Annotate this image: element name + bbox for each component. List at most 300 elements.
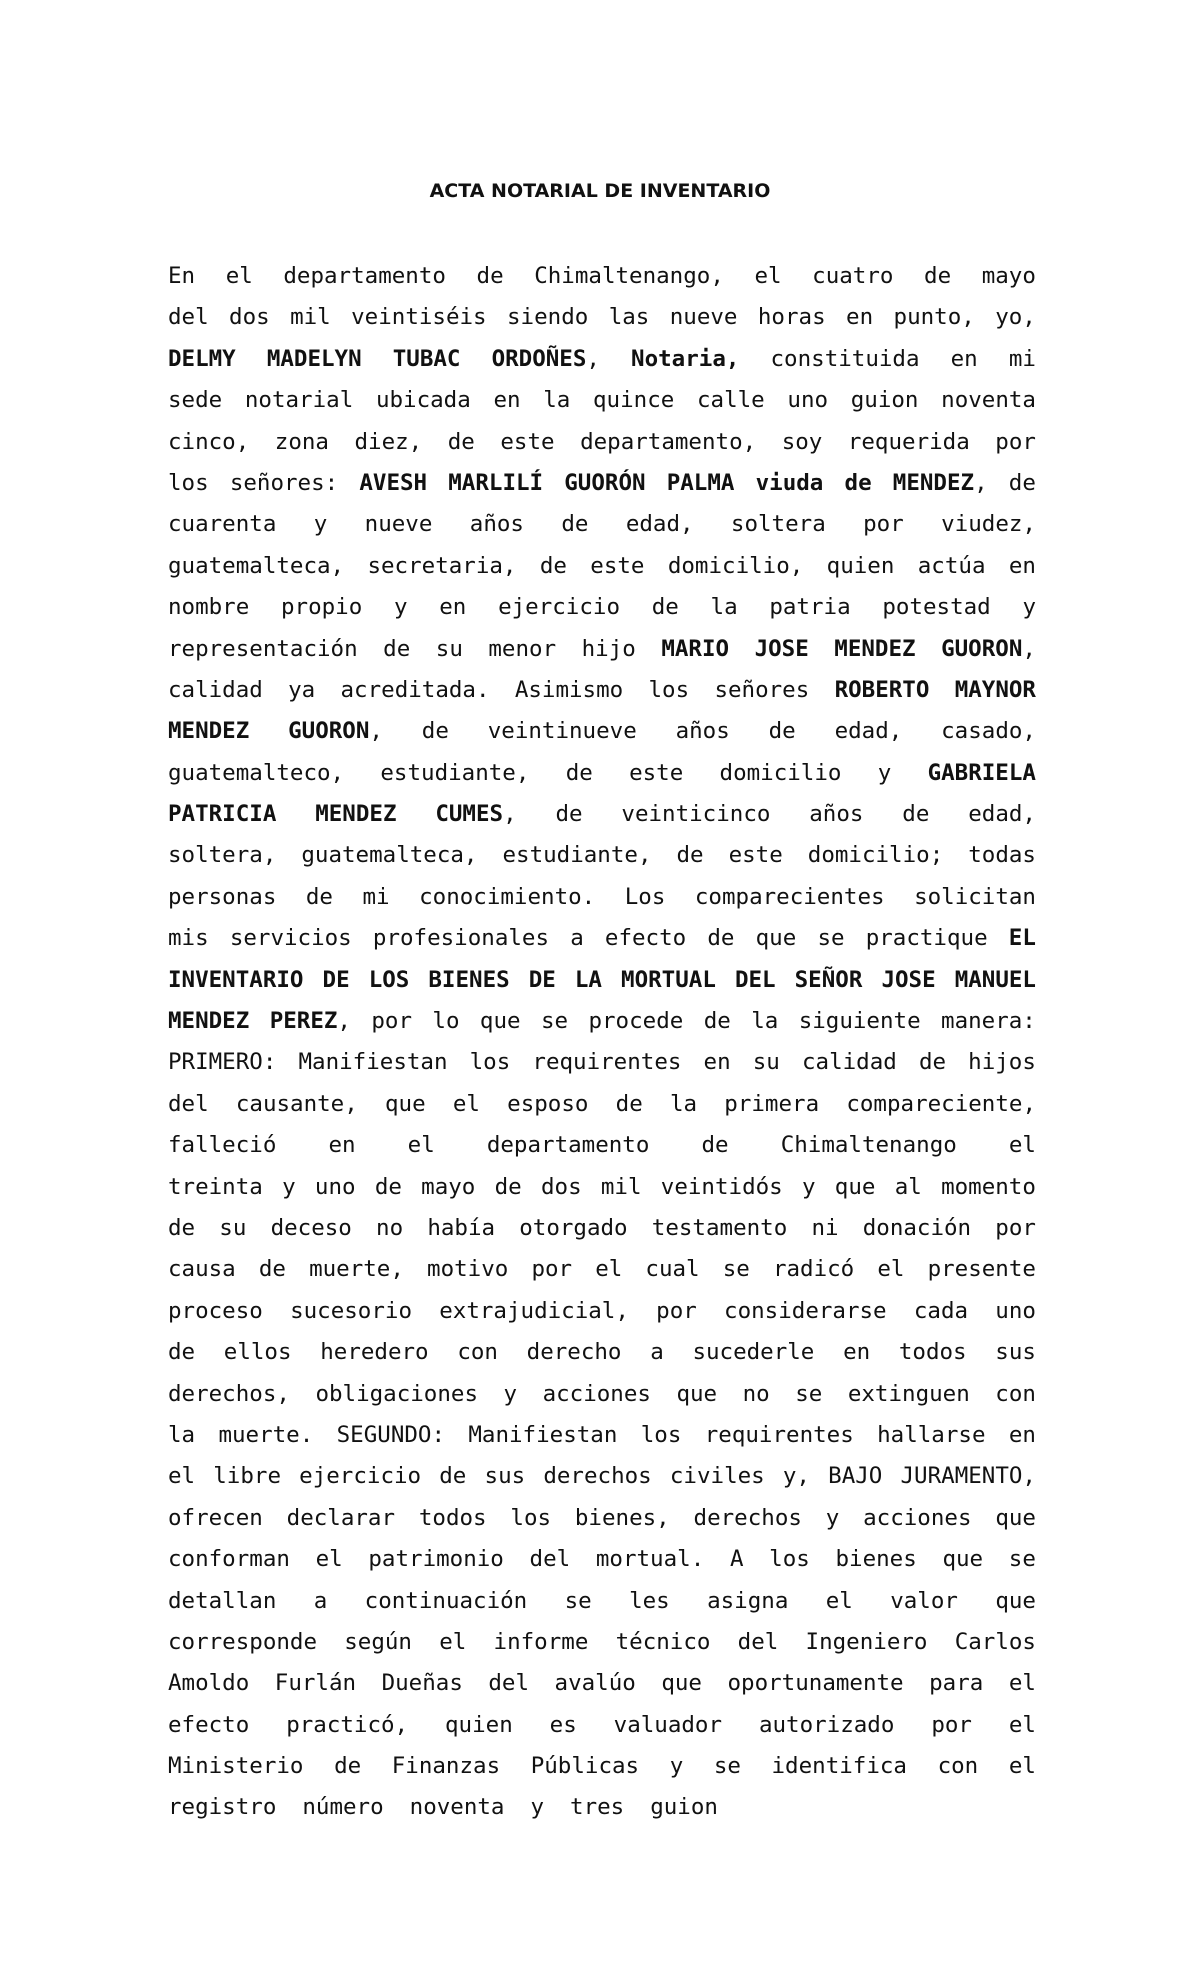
text-line <box>168 1001 1036 1042</box>
word-text: SEÑOR <box>794 966 863 993</box>
text-line <box>168 1167 1036 1208</box>
word-text: se <box>540 1008 569 1035</box>
word <box>707 918 734 959</box>
word-text: momento <box>941 1173 1036 1200</box>
word <box>676 1374 717 1415</box>
word-text: comparecientes <box>694 883 885 910</box>
word <box>694 1498 802 1539</box>
word-text: de <box>768 718 796 745</box>
word-text: del <box>737 1628 779 1655</box>
word <box>439 1291 629 1332</box>
word-text: , <box>974 469 988 496</box>
word-text: propio <box>281 594 363 621</box>
word <box>593 380 674 421</box>
word <box>306 877 333 918</box>
word-text: Públicas <box>530 1753 640 1780</box>
word <box>848 422 970 463</box>
word-text: heredero <box>320 1339 429 1366</box>
word <box>436 629 463 670</box>
word <box>894 297 975 338</box>
word-text: corresponde <box>168 1628 318 1655</box>
word <box>275 422 329 463</box>
word-text: el <box>225 263 253 289</box>
word <box>470 1042 511 1083</box>
word <box>714 670 809 711</box>
word-text: de <box>918 1049 947 1076</box>
word-text: se <box>564 1587 592 1614</box>
word <box>299 1456 421 1497</box>
word-text: no <box>376 1214 404 1241</box>
word <box>670 297 738 338</box>
word <box>817 918 844 959</box>
word-text: manera: <box>941 1008 1036 1035</box>
word-text: GUORON <box>941 635 1023 662</box>
word-text: veintidós <box>660 1173 783 1200</box>
word <box>1009 1415 1036 1456</box>
word <box>1009 463 1036 504</box>
word <box>609 297 650 338</box>
word <box>168 1622 317 1663</box>
word <box>751 1001 778 1042</box>
word <box>735 960 776 1001</box>
word <box>711 587 738 628</box>
word <box>493 380 520 421</box>
word <box>529 960 556 1001</box>
text-line <box>168 1539 1036 1580</box>
word-text: uno <box>314 1173 356 1200</box>
word-text: notarial <box>244 387 354 414</box>
word-text: DELMY <box>168 345 236 372</box>
text-line <box>168 380 1036 421</box>
word <box>795 960 863 1001</box>
word-text: cada <box>913 1297 969 1324</box>
word <box>595 1249 622 1290</box>
word-text: cuarenta <box>168 511 277 538</box>
word <box>863 504 904 545</box>
word <box>492 339 600 380</box>
word <box>168 1291 263 1332</box>
word <box>941 711 1036 752</box>
word-text: calidad <box>168 676 263 703</box>
word <box>168 794 276 835</box>
word-text: obligaciones <box>315 1380 478 1407</box>
word <box>826 1498 840 1539</box>
word-text: mortual. <box>595 1546 705 1573</box>
word-text: los <box>648 676 690 703</box>
word-text: BAJO <box>828 1463 883 1490</box>
word <box>650 1332 664 1373</box>
word <box>168 1456 195 1497</box>
word-text: constituida <box>770 345 920 372</box>
word-text: de <box>701 1132 729 1159</box>
word-text: TUBAC <box>392 345 461 372</box>
word <box>968 794 1036 835</box>
word-text: su <box>435 635 463 662</box>
word-text: no <box>742 1380 770 1407</box>
word-text: noventa <box>409 1794 505 1821</box>
word-text: este <box>728 842 783 869</box>
word <box>621 794 770 835</box>
word <box>477 256 504 297</box>
word-text: acreditada. <box>340 676 490 703</box>
text-line <box>168 546 1036 587</box>
word-text: hijo <box>581 635 636 662</box>
word-text: hijos <box>968 1049 1036 1076</box>
word-text: A <box>729 1546 744 1573</box>
word <box>309 1249 404 1290</box>
word-text: señores: <box>229 469 339 496</box>
word-text: primera <box>724 1090 820 1117</box>
word <box>344 1622 412 1663</box>
word <box>811 1208 838 1249</box>
word <box>168 463 209 504</box>
word-text: el <box>1008 1711 1036 1738</box>
word-text: continuación <box>364 1587 528 1614</box>
word <box>502 835 651 876</box>
word <box>827 546 895 587</box>
word <box>834 629 915 670</box>
word-text: MENDEZ <box>834 635 916 662</box>
word-text: , <box>586 345 600 372</box>
word-text: veinticinco <box>621 801 771 828</box>
word-text: el <box>877 1256 905 1283</box>
word <box>287 1498 395 1539</box>
word-text: proceso <box>168 1297 263 1324</box>
word <box>738 1622 779 1663</box>
word <box>168 711 249 752</box>
word-text: que <box>676 1380 718 1407</box>
word-text: siendo <box>507 304 589 331</box>
word <box>555 794 582 835</box>
word <box>941 1167 1036 1208</box>
word-text: esposo <box>507 1090 589 1117</box>
word <box>928 1249 1036 1290</box>
word-text: DE <box>322 966 350 993</box>
word-text: ejercicio <box>299 1463 422 1490</box>
word <box>656 1291 697 1332</box>
word <box>267 339 362 380</box>
word-text: que <box>385 1090 426 1117</box>
word <box>899 1332 967 1373</box>
word-text: su <box>219 1214 247 1241</box>
word <box>918 546 986 587</box>
word-text: MARLILÍ <box>448 469 544 496</box>
word-text: en <box>846 304 874 331</box>
word-text: extinguen <box>847 1380 970 1407</box>
word <box>863 1498 971 1539</box>
word <box>392 1746 500 1787</box>
word-text: libre <box>213 1463 281 1490</box>
word <box>380 753 529 794</box>
text-line <box>168 670 1036 711</box>
word-text: de <box>476 263 504 289</box>
word-text: autorizado <box>758 1711 895 1738</box>
word <box>229 297 270 338</box>
word <box>302 1787 396 1828</box>
word <box>439 1456 466 1497</box>
word-text: y <box>530 1794 545 1821</box>
word <box>498 587 620 628</box>
word <box>782 422 823 463</box>
word <box>168 1787 289 1828</box>
word <box>488 629 556 670</box>
word <box>495 1167 522 1208</box>
word-text: patrimonio <box>368 1546 504 1573</box>
word-text: nueve <box>364 511 433 538</box>
word-text: ROBERTO <box>834 676 930 703</box>
word-text: INVENTARIO <box>168 966 304 993</box>
word-text: los <box>769 1546 810 1573</box>
word-text: del <box>168 304 209 331</box>
word <box>427 1249 508 1290</box>
word <box>724 1084 819 1125</box>
word-text: practique <box>865 925 988 952</box>
word-text: MANUEL <box>954 966 1036 993</box>
word <box>541 1167 582 1208</box>
word <box>168 1125 276 1166</box>
word <box>510 1498 551 1539</box>
word <box>494 1622 589 1663</box>
word <box>812 256 893 297</box>
word-text: el <box>1008 1132 1036 1159</box>
word <box>555 1663 636 1704</box>
word <box>561 504 588 545</box>
text-line <box>168 1705 1036 1746</box>
word-text: sus <box>995 1339 1036 1366</box>
word-text: calidad <box>801 1049 897 1076</box>
word <box>1009 1663 1036 1704</box>
word <box>914 877 1036 918</box>
word <box>575 1498 670 1539</box>
word-text: de <box>539 552 567 579</box>
word-text: que <box>834 1173 876 1200</box>
word <box>806 1622 928 1663</box>
word <box>532 1042 681 1083</box>
word <box>168 1001 249 1042</box>
word <box>846 297 873 338</box>
word <box>168 877 276 918</box>
word-text: se <box>713 1753 741 1780</box>
word <box>670 1746 684 1787</box>
word <box>629 753 683 794</box>
word-text: de <box>421 718 449 745</box>
word <box>771 339 920 380</box>
word <box>527 1332 622 1373</box>
word-text: con <box>457 1339 498 1366</box>
word <box>645 1249 699 1290</box>
word <box>320 1332 428 1373</box>
word-text: CUMES <box>435 801 504 828</box>
word <box>315 794 396 835</box>
word <box>1009 546 1036 587</box>
word-text: GUORON <box>288 718 370 745</box>
word-text: estudiante, <box>502 842 652 869</box>
word-text: ejercicio <box>498 594 620 621</box>
word-text: el <box>439 1628 467 1655</box>
word-text: según <box>344 1628 412 1655</box>
word <box>828 1456 882 1497</box>
word <box>271 1208 352 1249</box>
word-text: el <box>754 263 782 289</box>
word-text: del <box>529 1546 571 1573</box>
word <box>367 546 516 587</box>
word <box>543 380 570 421</box>
word <box>334 1746 361 1787</box>
word <box>881 960 935 1001</box>
word-text: presente <box>927 1256 1036 1283</box>
word-text: cinco, <box>168 428 250 455</box>
word-text: mis <box>168 925 209 952</box>
word-text: Chimaltenango, <box>534 263 724 289</box>
word-text: actúa <box>917 552 986 579</box>
word-text: de <box>924 263 952 289</box>
word-text: sede <box>168 387 223 414</box>
word-text: por <box>995 1214 1036 1241</box>
word-text: de <box>615 1090 643 1117</box>
word <box>582 629 636 670</box>
word <box>445 1705 513 1746</box>
word-text: testamento <box>651 1214 788 1241</box>
word-text: MORTUAL <box>621 966 716 993</box>
word-text: DE <box>528 966 556 993</box>
word <box>843 1332 870 1373</box>
text-line <box>168 297 1036 338</box>
word <box>754 256 781 297</box>
word-text: otorgado <box>519 1214 628 1241</box>
word <box>1009 918 1036 959</box>
word-text: y <box>825 1504 840 1531</box>
word <box>697 380 765 421</box>
word-text: detallan <box>168 1587 277 1614</box>
word <box>596 1539 704 1580</box>
word <box>783 1456 810 1497</box>
word-text: civiles <box>669 1463 765 1490</box>
word <box>323 960 350 1001</box>
word <box>692 1332 814 1373</box>
word-text: estudiante, <box>380 759 530 786</box>
word-text: GABRIELA <box>927 759 1036 786</box>
word <box>168 422 249 463</box>
text-line <box>168 835 1036 876</box>
word <box>995 1581 1036 1622</box>
word-text: y <box>394 594 408 621</box>
word <box>652 1208 787 1249</box>
word-text: acciones <box>542 1380 651 1407</box>
word <box>941 380 1036 421</box>
word-text: , <box>337 1008 351 1035</box>
word <box>376 380 471 421</box>
word-text: PRIMERO: <box>168 1049 277 1076</box>
word <box>931 1705 972 1746</box>
word <box>168 297 209 338</box>
word-text: MARIO <box>661 635 730 662</box>
word <box>848 1374 970 1415</box>
word-text: bienes, <box>574 1504 670 1531</box>
word <box>928 753 1036 794</box>
word <box>769 1539 810 1580</box>
word-text: este <box>629 759 684 786</box>
word-text: asigna <box>707 1587 789 1614</box>
word <box>773 1249 854 1290</box>
word-text: Dueñas <box>381 1670 463 1697</box>
word <box>543 1374 651 1415</box>
word <box>729 835 783 876</box>
word <box>421 1167 475 1208</box>
word <box>631 339 739 380</box>
word <box>564 463 645 504</box>
word <box>802 1167 816 1208</box>
word-text: treinta <box>168 1173 263 1200</box>
word <box>168 546 344 587</box>
word <box>382 1663 463 1704</box>
word-text: de <box>383 635 411 662</box>
word <box>670 1084 697 1125</box>
text-line <box>168 1208 1036 1249</box>
word <box>359 463 427 504</box>
word <box>1009 1539 1036 1580</box>
word <box>723 1249 750 1290</box>
word <box>365 504 433 545</box>
word-text: avalúo <box>554 1670 636 1697</box>
word-text: por <box>656 1297 697 1324</box>
word-text: ya <box>288 676 316 703</box>
word-text: de <box>168 1339 196 1366</box>
word <box>448 422 475 463</box>
word-text: al <box>894 1173 922 1200</box>
word-text: valor <box>890 1587 958 1614</box>
word-text: en <box>1008 1421 1036 1448</box>
word-text: , <box>369 718 383 745</box>
word <box>168 587 249 628</box>
word <box>781 1125 957 1166</box>
word-text: representación <box>168 635 358 662</box>
word-text: su <box>752 1049 780 1076</box>
word-text: de <box>305 883 333 910</box>
word-text: MENDEZ <box>892 469 975 496</box>
word-text: edad, <box>834 718 903 745</box>
word <box>530 1787 557 1828</box>
word <box>315 1167 356 1208</box>
word <box>756 918 797 959</box>
word-text: de <box>334 1753 362 1780</box>
text-line <box>168 463 1036 504</box>
word <box>168 256 195 297</box>
word <box>877 1415 985 1456</box>
text-line <box>168 1249 1036 1290</box>
word <box>368 1539 503 1580</box>
word-text: domicilio <box>719 759 842 786</box>
word-text: guatemalteca, <box>301 842 478 869</box>
word-text: ni <box>811 1214 839 1241</box>
word <box>878 753 892 794</box>
word <box>835 670 930 711</box>
text-line <box>168 794 1036 835</box>
word <box>290 297 331 338</box>
word <box>168 380 222 421</box>
word <box>626 504 694 545</box>
word-text: los <box>168 469 209 496</box>
word <box>929 1663 983 1704</box>
word-text: años <box>675 718 730 745</box>
word <box>877 1249 904 1290</box>
text-line <box>168 1332 1036 1373</box>
word-text: Manifiestan <box>298 1049 448 1076</box>
word-text: el <box>1008 1753 1036 1780</box>
word-text: con <box>995 1380 1036 1407</box>
word <box>755 629 809 670</box>
word <box>488 711 637 752</box>
word <box>168 1042 276 1083</box>
